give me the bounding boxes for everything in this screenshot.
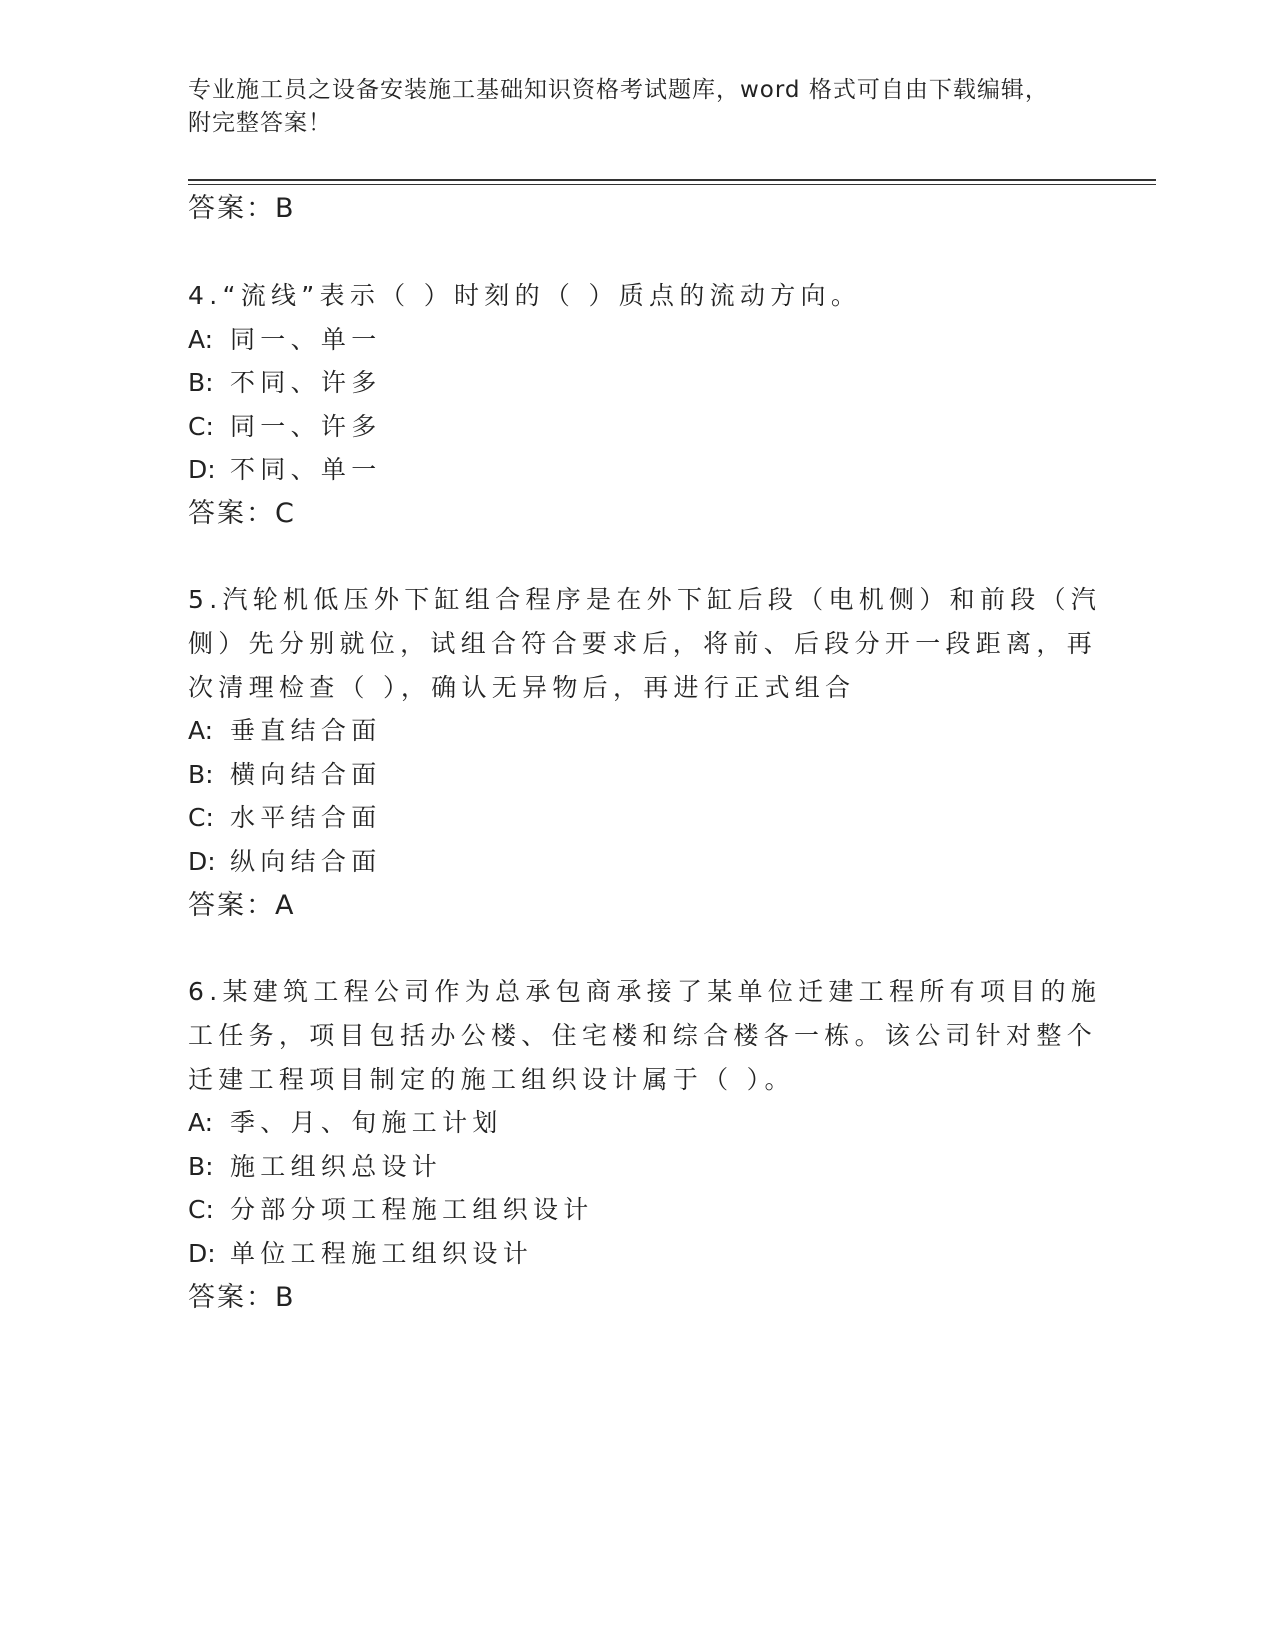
option-text: 分部分项工程施工组织设计 [230,1195,594,1224]
option-text: 不同、许多 [230,368,382,397]
option-text: 单位工程施工组织设计 [230,1239,534,1268]
header-line-2: 附完整答案！ [188,110,332,136]
header-divider-thin [188,184,1156,185]
option-letter: A: [188,1108,214,1137]
option-letter: C: [188,1195,214,1224]
question-4-text: 4.“流线”表示（ ）时刻的（ ）质点的流动方向。 [188,281,862,310]
question-6-text-line-3: 迁建工程项目制定的施工组织设计属于（ ）。 [188,1065,795,1094]
question-4-option-a [188,320,382,356]
question-5-text-line-2: 侧）先分别就位，试组合符合要求后，将前、后段分开一段距离，再 [188,629,1098,658]
option-letter: D: [188,455,216,484]
question-6-option-d [188,1234,533,1270]
question-5-text-line-3: 次清理检查（ ），确认无异物后，再进行正式组合 [188,673,856,702]
option-text: 同一、许多 [230,412,382,441]
question-4-option-d [188,450,382,486]
option-letter: B: [188,1152,214,1181]
option-letter: D: [188,1239,216,1268]
option-text: 季、月、旬施工计划 [230,1108,503,1137]
header-line-1: 专业施工员之设备安装施工基础知识资格考试题库，word 格式可自由下载编辑， [188,77,1049,103]
option-text: 横向结合面 [230,760,382,789]
answer-q3: 答案：B [188,193,296,224]
question-5-option-c [188,798,382,834]
question-5-text-line-1: 5.汽轮机低压外下缸组合程序是在外下缸后段（电机侧）和前段（汽 [188,585,1102,614]
question-6-option-a [188,1103,503,1139]
option-text: 施工组织总设计 [230,1152,443,1181]
header-divider-thick [188,179,1156,181]
answer-q4: 答案：C [188,498,296,529]
question-5-option-b [188,755,382,791]
question-6-text-line-1: 6.某建筑工程公司作为总承包商承接了某单位迁建工程所有项目的施 [188,977,1102,1006]
option-letter: B: [188,760,214,789]
option-text: 垂直结合面 [230,716,382,745]
question-5-option-a [188,711,382,747]
option-letter: B: [188,368,214,397]
option-letter: C: [188,803,214,832]
option-letter: A: [188,325,214,354]
question-6-option-c [188,1190,594,1226]
question-6-option-b [188,1147,442,1183]
answer-q5: 答案：A [188,890,296,921]
option-letter: A: [188,716,214,745]
option-text: 纵向结合面 [230,847,382,876]
question-6-text-line-2: 工任务，项目包括办公楼、住宅楼和综合楼各一栋。该公司针对整个 [188,1021,1098,1050]
question-5-option-d [188,842,382,878]
option-text: 不同、单一 [230,455,382,484]
document-header [188,74,1068,140]
question-4-option-c [188,407,382,443]
answer-q6: 答案：B [188,1282,296,1313]
option-letter: C: [188,412,214,441]
option-text: 水平结合面 [230,803,382,832]
option-letter: D: [188,847,216,876]
question-4-option-b [188,363,382,399]
option-text: 同一、单一 [230,325,382,354]
